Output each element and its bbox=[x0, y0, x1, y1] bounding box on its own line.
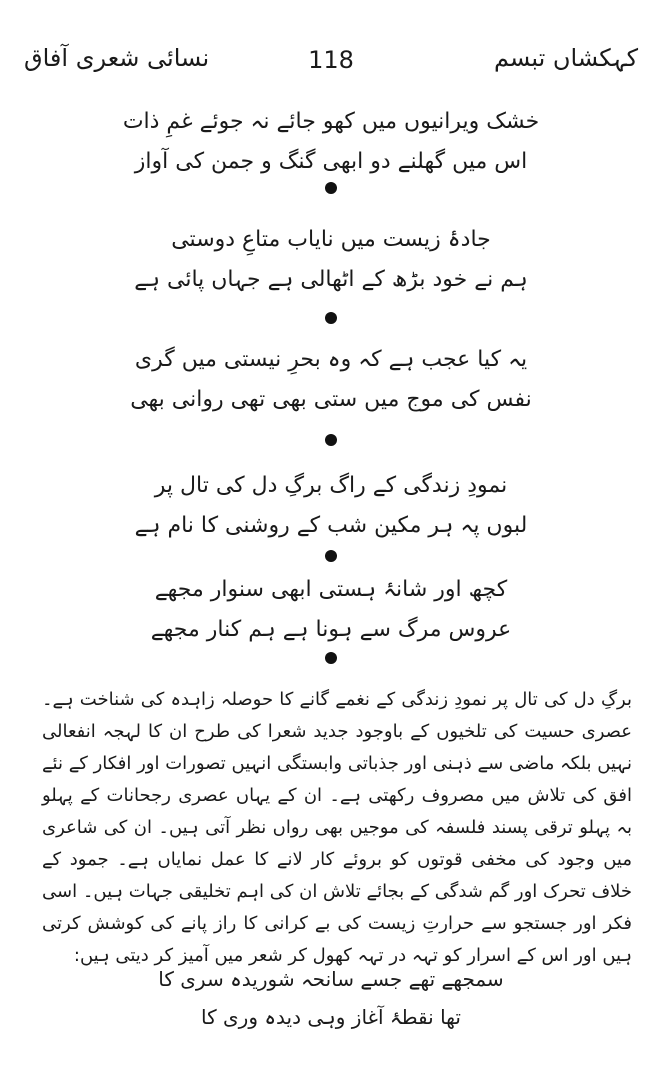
separator-bullet bbox=[325, 550, 337, 562]
couplet-1 bbox=[0, 102, 662, 182]
page-number: 118 bbox=[308, 46, 354, 74]
prose-text: برگِ دل کی تال پر نمودِ زندگی کے نغمے گانے کا حوصلہ زاہدہ کی شناخت ہے۔ عصری حسیت کی تلخیوں کے باوجود جدید شعرا کی طرح ان کا لہجہ انفعالی نہیں بلکہ ماضی سے ذہنی اور جذباتی وابستگی انہیں تصورات اور افکار کے نئے افق کی تلاش میں مصروف رکھتی ہے۔ ان کے یہاں عصری رجحانات کے پہلو بہ پہلو ترقی پسند فلسفہ کی موجیں بھی رواں نظر آتی ہیں۔ ان کی شاعری میں وجود کی مخفی قوتوں کو بروئے کار لانے کا عمل نمایاں ہے۔ جمود کے خلاف تحرک اور گم شدگی کے بجائے تلاش ان کی اہم تخلیقی جہات ہیں۔ اسی فکر اور جستجو سے حرارتِ زیست کی بے کرانی کا راز پانے کی کوشش کرتی ہیں اور اس کے اسرار کو تہہ در تہہ کھول کر شعر میں آمیز کر دیتی ہیں: bbox=[42, 689, 632, 966]
couplet-3 bbox=[0, 340, 662, 420]
book-title: کہکشاں تبسم bbox=[493, 44, 638, 72]
couplet-4 bbox=[0, 466, 662, 546]
verse-line: عروس مرگ سے ہونا ہے ہم کنار مجھے bbox=[150, 617, 512, 642]
verse-line: ہم نے خود بڑھ کے اٹھالی ہے جہاں پائی ہے bbox=[134, 267, 528, 292]
separator-bullet bbox=[325, 312, 337, 324]
prose-paragraph bbox=[42, 684, 632, 972]
verse-line: سمجھے تھے جسے سانحہ شوریدہ سری کا bbox=[158, 967, 504, 991]
verse-line: نمودِ زندگی کے راگ برگِ دل کی تال پر bbox=[154, 473, 508, 498]
verse-line: اس میں گھلنے دو ابھی گنگ و جمن کی آواز bbox=[134, 149, 528, 174]
page-header bbox=[24, 44, 638, 88]
verse-line: لبوں پہ ہر مکین شب کے روشنی کا نام ہے bbox=[134, 513, 528, 538]
verse-line: جادۂ زیست میں نایاب متاعِ دوستی bbox=[171, 227, 491, 252]
separator-bullet bbox=[325, 434, 337, 446]
couplet-5 bbox=[0, 570, 662, 650]
chapter-title: نسائی شعری آفاق bbox=[24, 44, 210, 72]
verse-line: کچھ اور شانۂ ہستی ابھی سنوار مجھے bbox=[154, 577, 508, 602]
verse-line: خشک ویرانیوں میں کھو جائے نہ جوئے غمِ ذات bbox=[122, 109, 540, 134]
verse-line: نفس کی موج میں ستی بھی تھی روانی بھی bbox=[130, 387, 532, 412]
separator-bullet bbox=[325, 652, 337, 664]
verse-line: تھا نقطۂ آغاز وہی دیدہ وری کا bbox=[201, 1005, 461, 1029]
couplet-2 bbox=[0, 220, 662, 300]
closing-couplet bbox=[0, 960, 662, 1036]
verse-line: یہ کیا عجب ہے کہ وہ بحرِ نیستی میں گری bbox=[134, 347, 528, 372]
separator-bullet bbox=[325, 182, 337, 194]
